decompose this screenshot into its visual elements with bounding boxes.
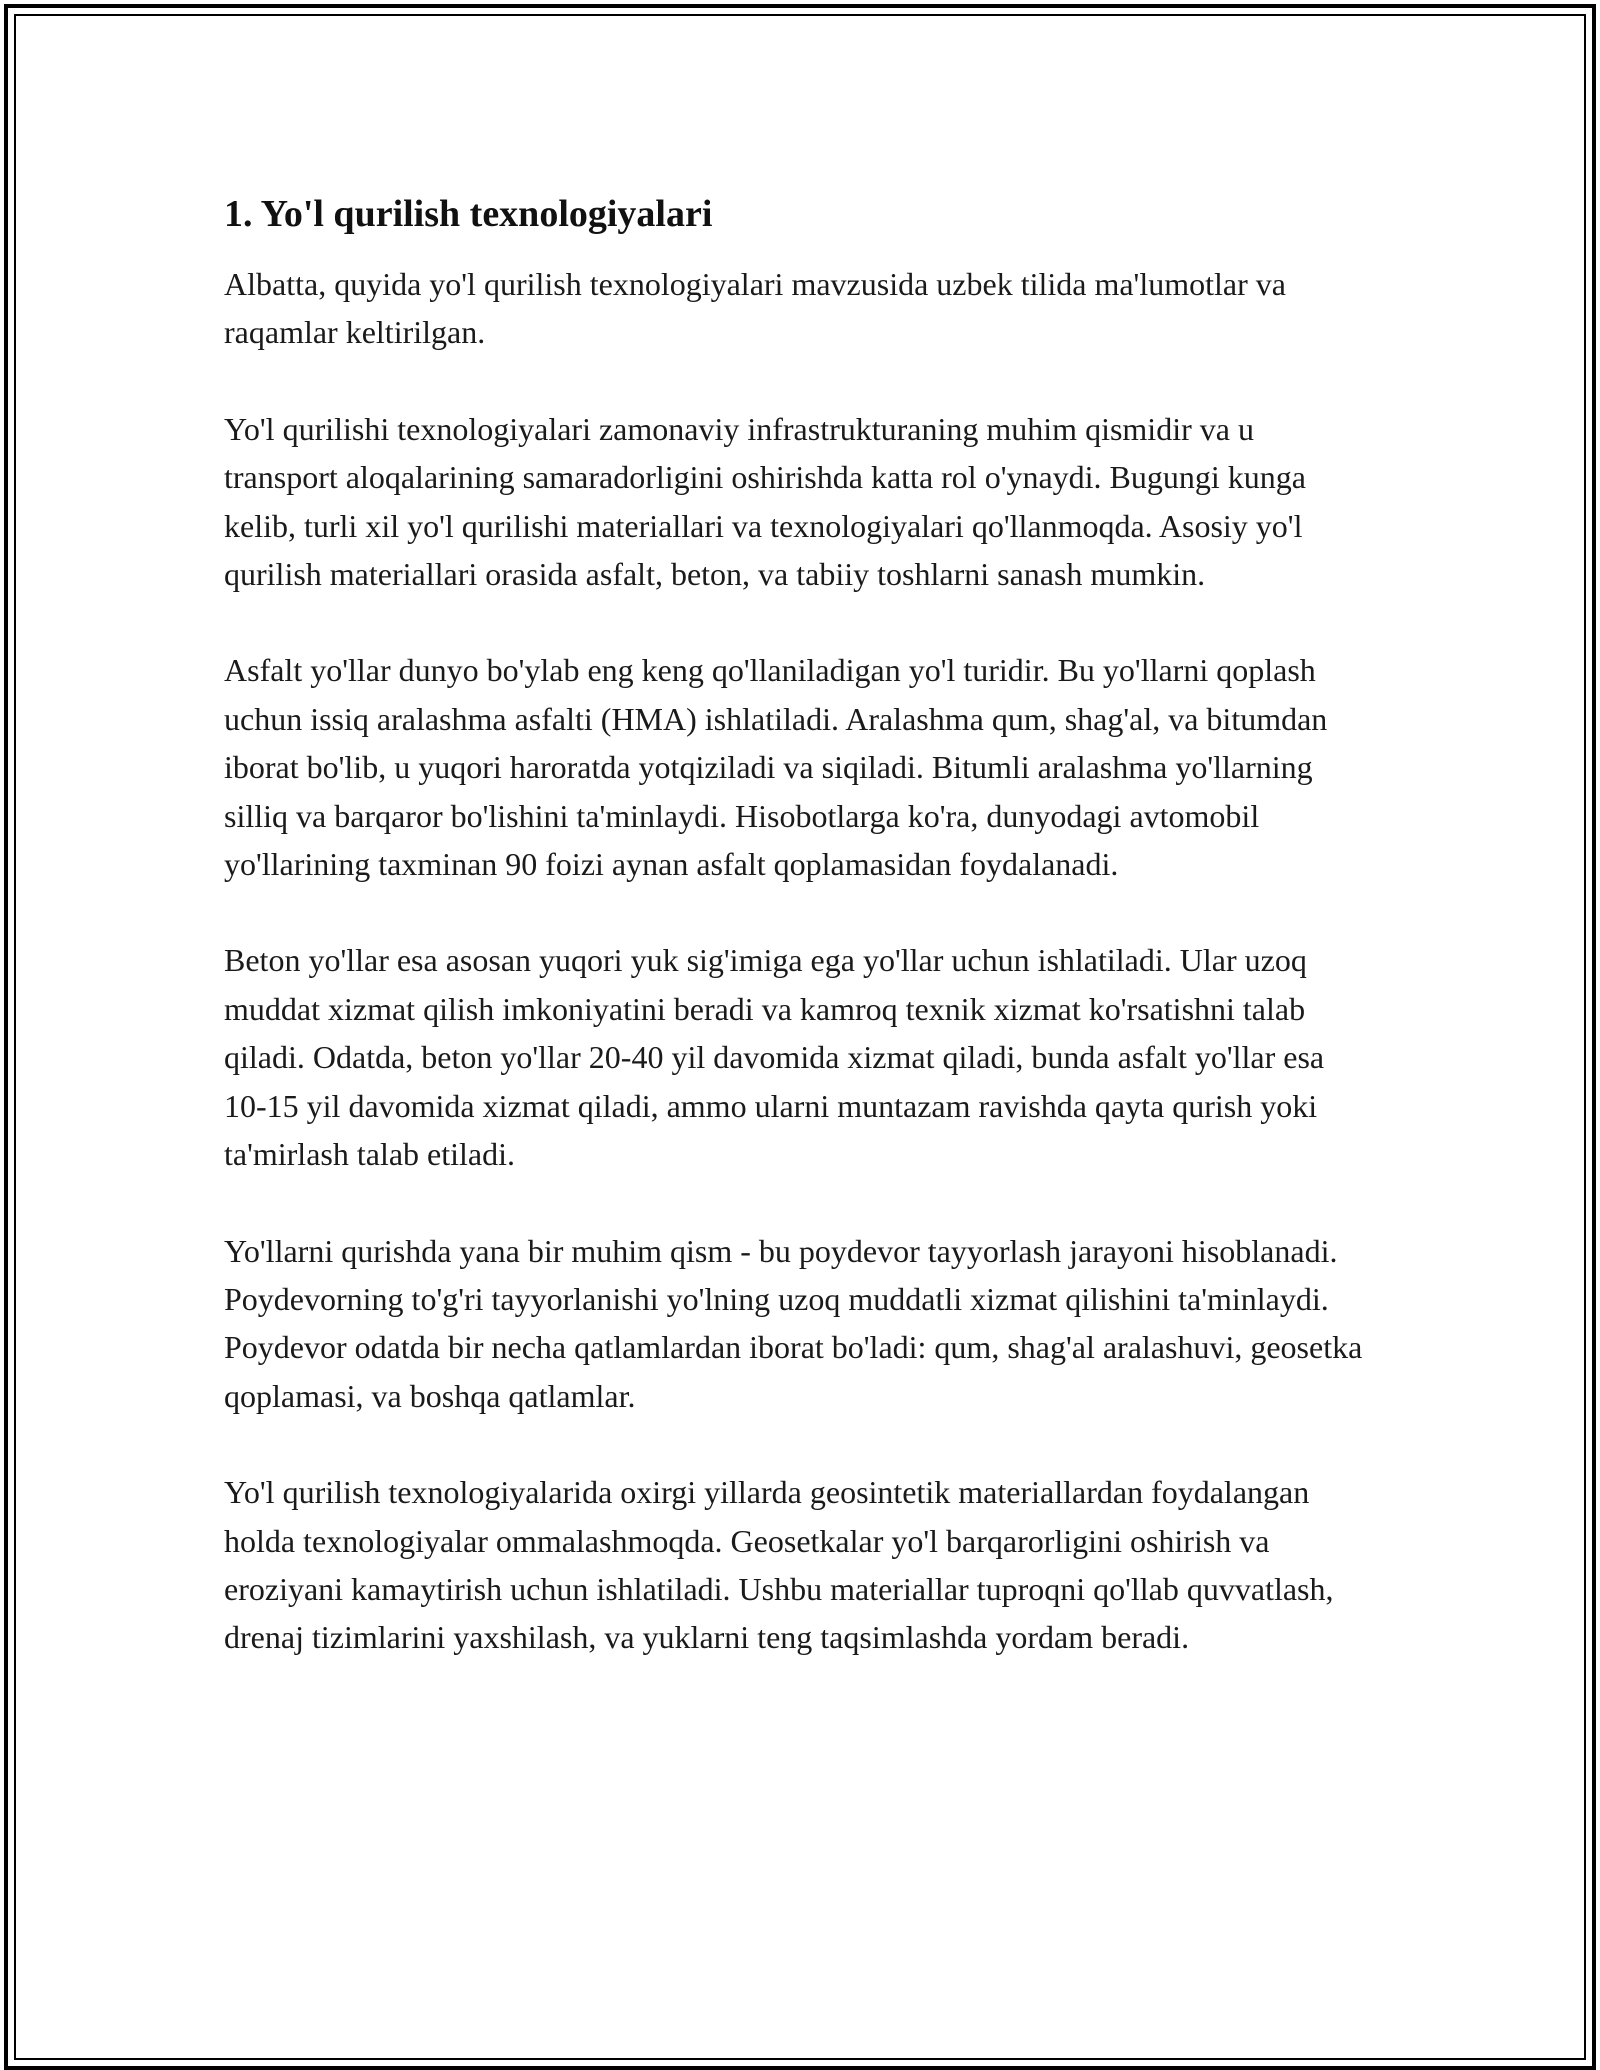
paragraph-concrete: Beton yo'llar esa asosan yuqori yuk sig'imiga ega yo'llar uchun ishlatiladi. Ular uzoq muddat xizmat qilish imkoniyatini beradi va kamroq texnik xizmat ko'rsatishni talab qiladi. Odatda, beton yo'llar 20-40 yil davomida xizmat qiladi, bunda asfalt yo'llar esa 10-15 yil davomida xizmat qiladi, ammo ularni muntazam ravishda qayta qurish yoki ta'mirlash talab etiladi. — [224, 942, 1325, 1173]
document-title: 1. Yo'l qurilish texnologiyalari — [224, 193, 713, 235]
document-body — [224, 188, 1384, 1710]
paragraph-overview: Yo'l qurilishi texnologiyalari zamonaviy infrastrukturaning muhim qismidir va u transport aloqalarining samaradorligini oshirishda katta rol o'ynaydi. Bugungi kunga kelib, turli xil yo'l qurilishi materiallari va texnologiyalari qo'llanmoqda. Asosiy yo'l qurilish materiallari orasida asfalt, beton, va tabiiy toshlarni sanash mumkin. — [224, 410, 1306, 593]
paragraph-foundation: Yo'llarni qurishda yana bir muhim qism - bu poydevor tayyorlash jarayoni hisoblanadi. Poydevorning to'g'ri tayyorlanishi yo'lning uzoq muddatli xizmat qilishini ta'minlaydi. Poydevor odatda bir necha qatlamlardan iborat bo'ladi: qum, shag'al aralashuvi, geosetka qoplamasi, va boshqa qatlamlar. — [224, 1232, 1363, 1414]
paragraph-geosynthetics: Yo'l qurilish texnologiyalarida oxirgi yillarda geosintetik materiallardan foydalangan holda texnologiyalar ommalashmoqda. Geosetkalar yo'l barqarorligini oshirish va eroziyani kamaytirish uchun ishlatiladi. Ushbu materiallar tuproqni qo'llab quvvatlash, drenaj tizimlarini yaxshilash, va yuklarni teng taqsimlashda yordam beradi. — [224, 1474, 1334, 1656]
paragraph-asphalt: Asfalt yo'llar dunyo bo'ylab eng keng qo'llaniladigan yo'l turidir. Bu yo'llarni qoplash uchun issiq aralashma asfalti (HMA) ishlatiladi. Aralashma qum, shag'al, va bitumdan iborat bo'lib, u yuqori haroratda yotqiziladi va siqiladi. Bitumli aralashma yo'llarning silliq va barqaror bo'lishini ta'minlaydi. Hisobotlarga ko'ra, dunyodagi avtomobil yo'llarining taxminan 90 foizi aynan asfalt qoplamasidan foydalanadi. — [224, 652, 1328, 883]
paragraph-intro: Albatta, quyida yo'l qurilish texnologiyalari mavzusida uzbek tilida ma'lumotlar va raqamlar keltirilgan. — [224, 266, 1286, 351]
